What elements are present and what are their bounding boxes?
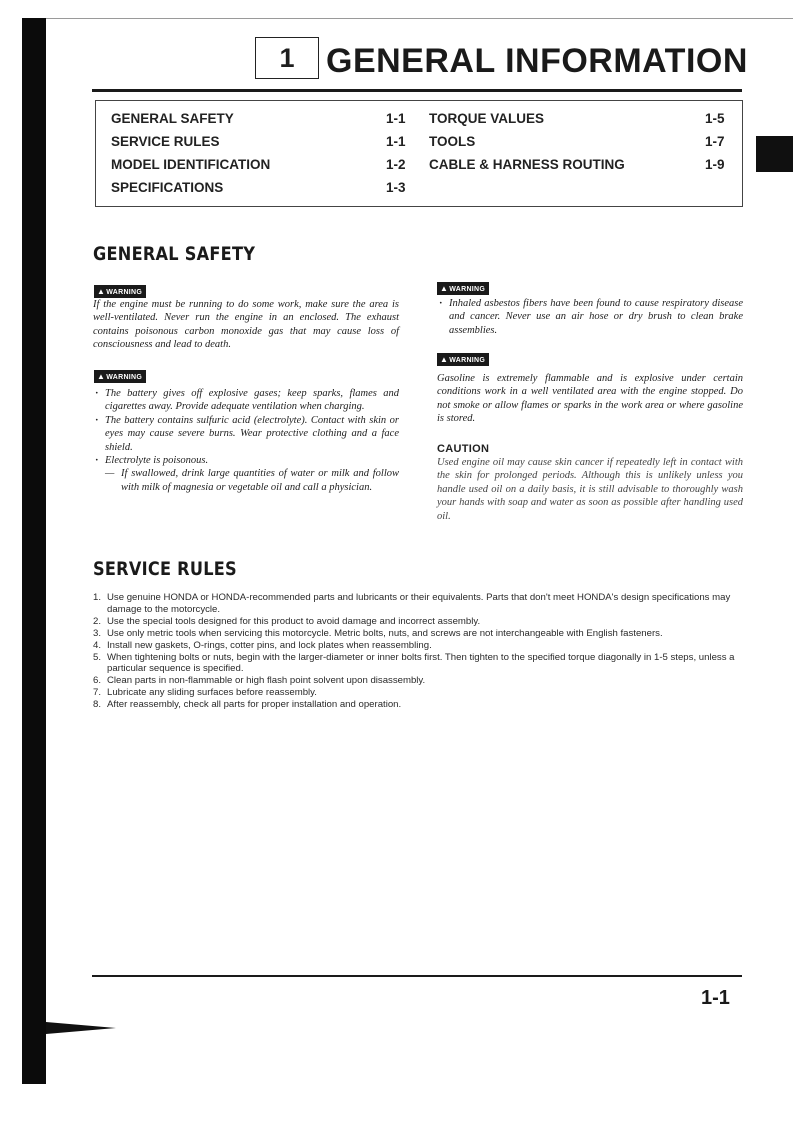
rule-number: 4. xyxy=(93,639,102,651)
toc-entry-label: TORQUE VALUES xyxy=(429,111,545,126)
toc-entry-label: CABLE & HARNESS ROUTING xyxy=(429,157,625,172)
rule-number: 3. xyxy=(93,627,102,639)
caution-label: CAUTION xyxy=(437,443,490,455)
warning-asbestos-text xyxy=(437,297,743,337)
warning-badge xyxy=(437,282,489,295)
toc-entry[interactable] xyxy=(111,157,411,180)
rule-text: Use the special tools designed for this product to avoid damage and incorrect assembly. xyxy=(107,615,481,627)
toc-entry-page: 1-1 xyxy=(386,111,406,126)
warning-paragraph: If the engine must be running to do some work, make sure the area is well-ventilated. Never run the engine in an enclosed. The exhaust contains poisonous carbon monoxide gas that may cause loss of consciousness and lead to death. xyxy=(93,299,399,351)
service-rule xyxy=(93,640,745,652)
service-rules-list xyxy=(93,592,745,711)
toc-entry-label: GENERAL SAFETY xyxy=(111,111,234,126)
scan-binding-edge xyxy=(22,18,46,1084)
page-number: 1-1 xyxy=(701,987,730,1009)
warning-label: WARNING xyxy=(449,286,486,293)
rule-text: When tightening bolts or nuts, begin with the larger-diameter or inner bolts first. Then tighten to the specified torque diagonally in 1-5 steps, unless a particular sequence is specified. xyxy=(107,651,735,675)
warning-triangle-icon: ▲ xyxy=(440,284,449,293)
warning-gasoline-text xyxy=(437,372,743,426)
toc-entry[interactable] xyxy=(429,134,729,157)
warning-bullet: · The battery contains sulfuric acid (electrolyte). Contact with skin or eyes may cause severe burns. Wear protective clothing and a face shield. xyxy=(93,414,399,454)
title-rule xyxy=(92,89,742,92)
warning-badge xyxy=(94,370,146,383)
warning-bullet: · Inhaled asbestos fibers have been found to cause respiratory disease and cancer. Never use an air hose or dry brush to clean brake assemblies. xyxy=(437,297,743,337)
toc-entry-label: TOOLS xyxy=(429,134,476,149)
toc-entry-page: 1-2 xyxy=(386,157,406,172)
toc-entry[interactable] xyxy=(429,157,729,180)
rule-number: 8. xyxy=(93,699,102,711)
rule-number: 5. xyxy=(93,651,102,663)
toc-entry-page: 1-9 xyxy=(705,157,725,172)
general-safety-heading: GENERAL SAFETY xyxy=(93,243,256,265)
rule-text: Use only metric tools when servicing this motorcycle. Metric bolts, nuts, and screws are not interchangeable with English fasteners. xyxy=(107,627,663,639)
service-rule xyxy=(93,592,745,616)
toc-entry-page: 1-1 xyxy=(386,134,406,149)
chapter-contents-box xyxy=(95,100,743,207)
toc-entry-label: SERVICE RULES xyxy=(111,134,220,149)
service-rules-heading: SERVICE RULES xyxy=(93,558,237,580)
toc-entry-page: 1-5 xyxy=(705,111,725,126)
page-top-edge xyxy=(46,18,793,19)
toc-entry[interactable] xyxy=(111,180,411,203)
warning-sub-item: — If swallowed, drink large quantities of water or milk and follow with milk of magnesia or vegetable oil and call a physician. xyxy=(93,467,399,494)
rule-number: 1. xyxy=(93,592,102,603)
warning-badge xyxy=(94,285,146,298)
warning-battery-text xyxy=(93,387,399,494)
rule-number: 2. xyxy=(93,615,102,627)
toc-entry-page: 1-7 xyxy=(705,134,725,149)
service-rule xyxy=(93,652,745,676)
toc-entry-label: SPECIFICATIONS xyxy=(111,180,224,195)
rule-text: Clean parts in non-flammable or high flash point solvent upon disassembly. xyxy=(107,675,426,687)
toc-entry-label: MODEL IDENTIFICATION xyxy=(111,157,271,172)
service-rule xyxy=(93,675,745,687)
caution-paragraph: Used engine oil may cause skin cancer if repeatedly left in contact with the skin for prolonged periods. Although this is unlikely unless you handle used oil on a daily basis, it is still advisable to thoroughly wash your hands with soap and water as soon as possible after handling used oil. xyxy=(437,457,743,522)
service-rule xyxy=(93,616,745,628)
warning-bullet: · Electrolyte is poisonous. xyxy=(93,454,399,467)
warning-triangle-icon: ▲ xyxy=(97,287,106,296)
warning-label: WARNING xyxy=(106,374,143,381)
scan-shadow-wedge xyxy=(46,1022,116,1034)
warning-exhaust-text xyxy=(93,298,399,352)
toc-entry[interactable] xyxy=(429,111,729,134)
warning-paragraph: Gasoline is extremely flammable and is explosive under certain conditions work in a well ventilated area with the engine stopped. Do not smoke or allow flames or sparks in the work area or where gasoline is stored. xyxy=(437,373,743,425)
service-rule xyxy=(93,699,745,711)
toc-entry[interactable] xyxy=(111,134,411,157)
section-index-tab xyxy=(756,136,793,172)
toc-right-column xyxy=(429,111,729,180)
service-rule xyxy=(93,687,745,699)
warning-bullet: · The battery gives off explosive gases; keep sparks, flames and cigarettes away. Provide adequate ventilation when charging. xyxy=(93,387,399,414)
toc-entry-page: 1-3 xyxy=(386,180,406,195)
chapter-title: GENERAL INFORMATION xyxy=(326,42,748,80)
rule-text: Install new gaskets, O-rings, cotter pins, and lock plates when reassembling. xyxy=(107,639,432,651)
toc-left-column xyxy=(111,111,411,203)
rule-number: 7. xyxy=(93,687,102,699)
caution-oil-text xyxy=(437,456,743,523)
warning-label: WARNING xyxy=(106,289,143,296)
chapter-number: 1 xyxy=(255,37,319,79)
toc-entry[interactable] xyxy=(111,111,411,134)
rule-text: After reassembly, check all parts for proper installation and operation. xyxy=(107,699,402,711)
warning-triangle-icon: ▲ xyxy=(440,355,449,364)
warning-badge xyxy=(437,353,489,366)
rule-text: Lubricate any sliding surfaces before reassembly. xyxy=(107,687,317,699)
footer-rule xyxy=(92,975,742,977)
warning-label: WARNING xyxy=(449,357,486,364)
rule-number: 6. xyxy=(93,675,102,687)
service-rule xyxy=(93,628,745,640)
rule-text: Use genuine HONDA or HONDA-recommended parts and lubricants or their equivalents. Parts that don't meet HONDA's design specifications may damage to the motorcycle. xyxy=(107,592,731,615)
warning-triangle-icon: ▲ xyxy=(97,372,106,381)
